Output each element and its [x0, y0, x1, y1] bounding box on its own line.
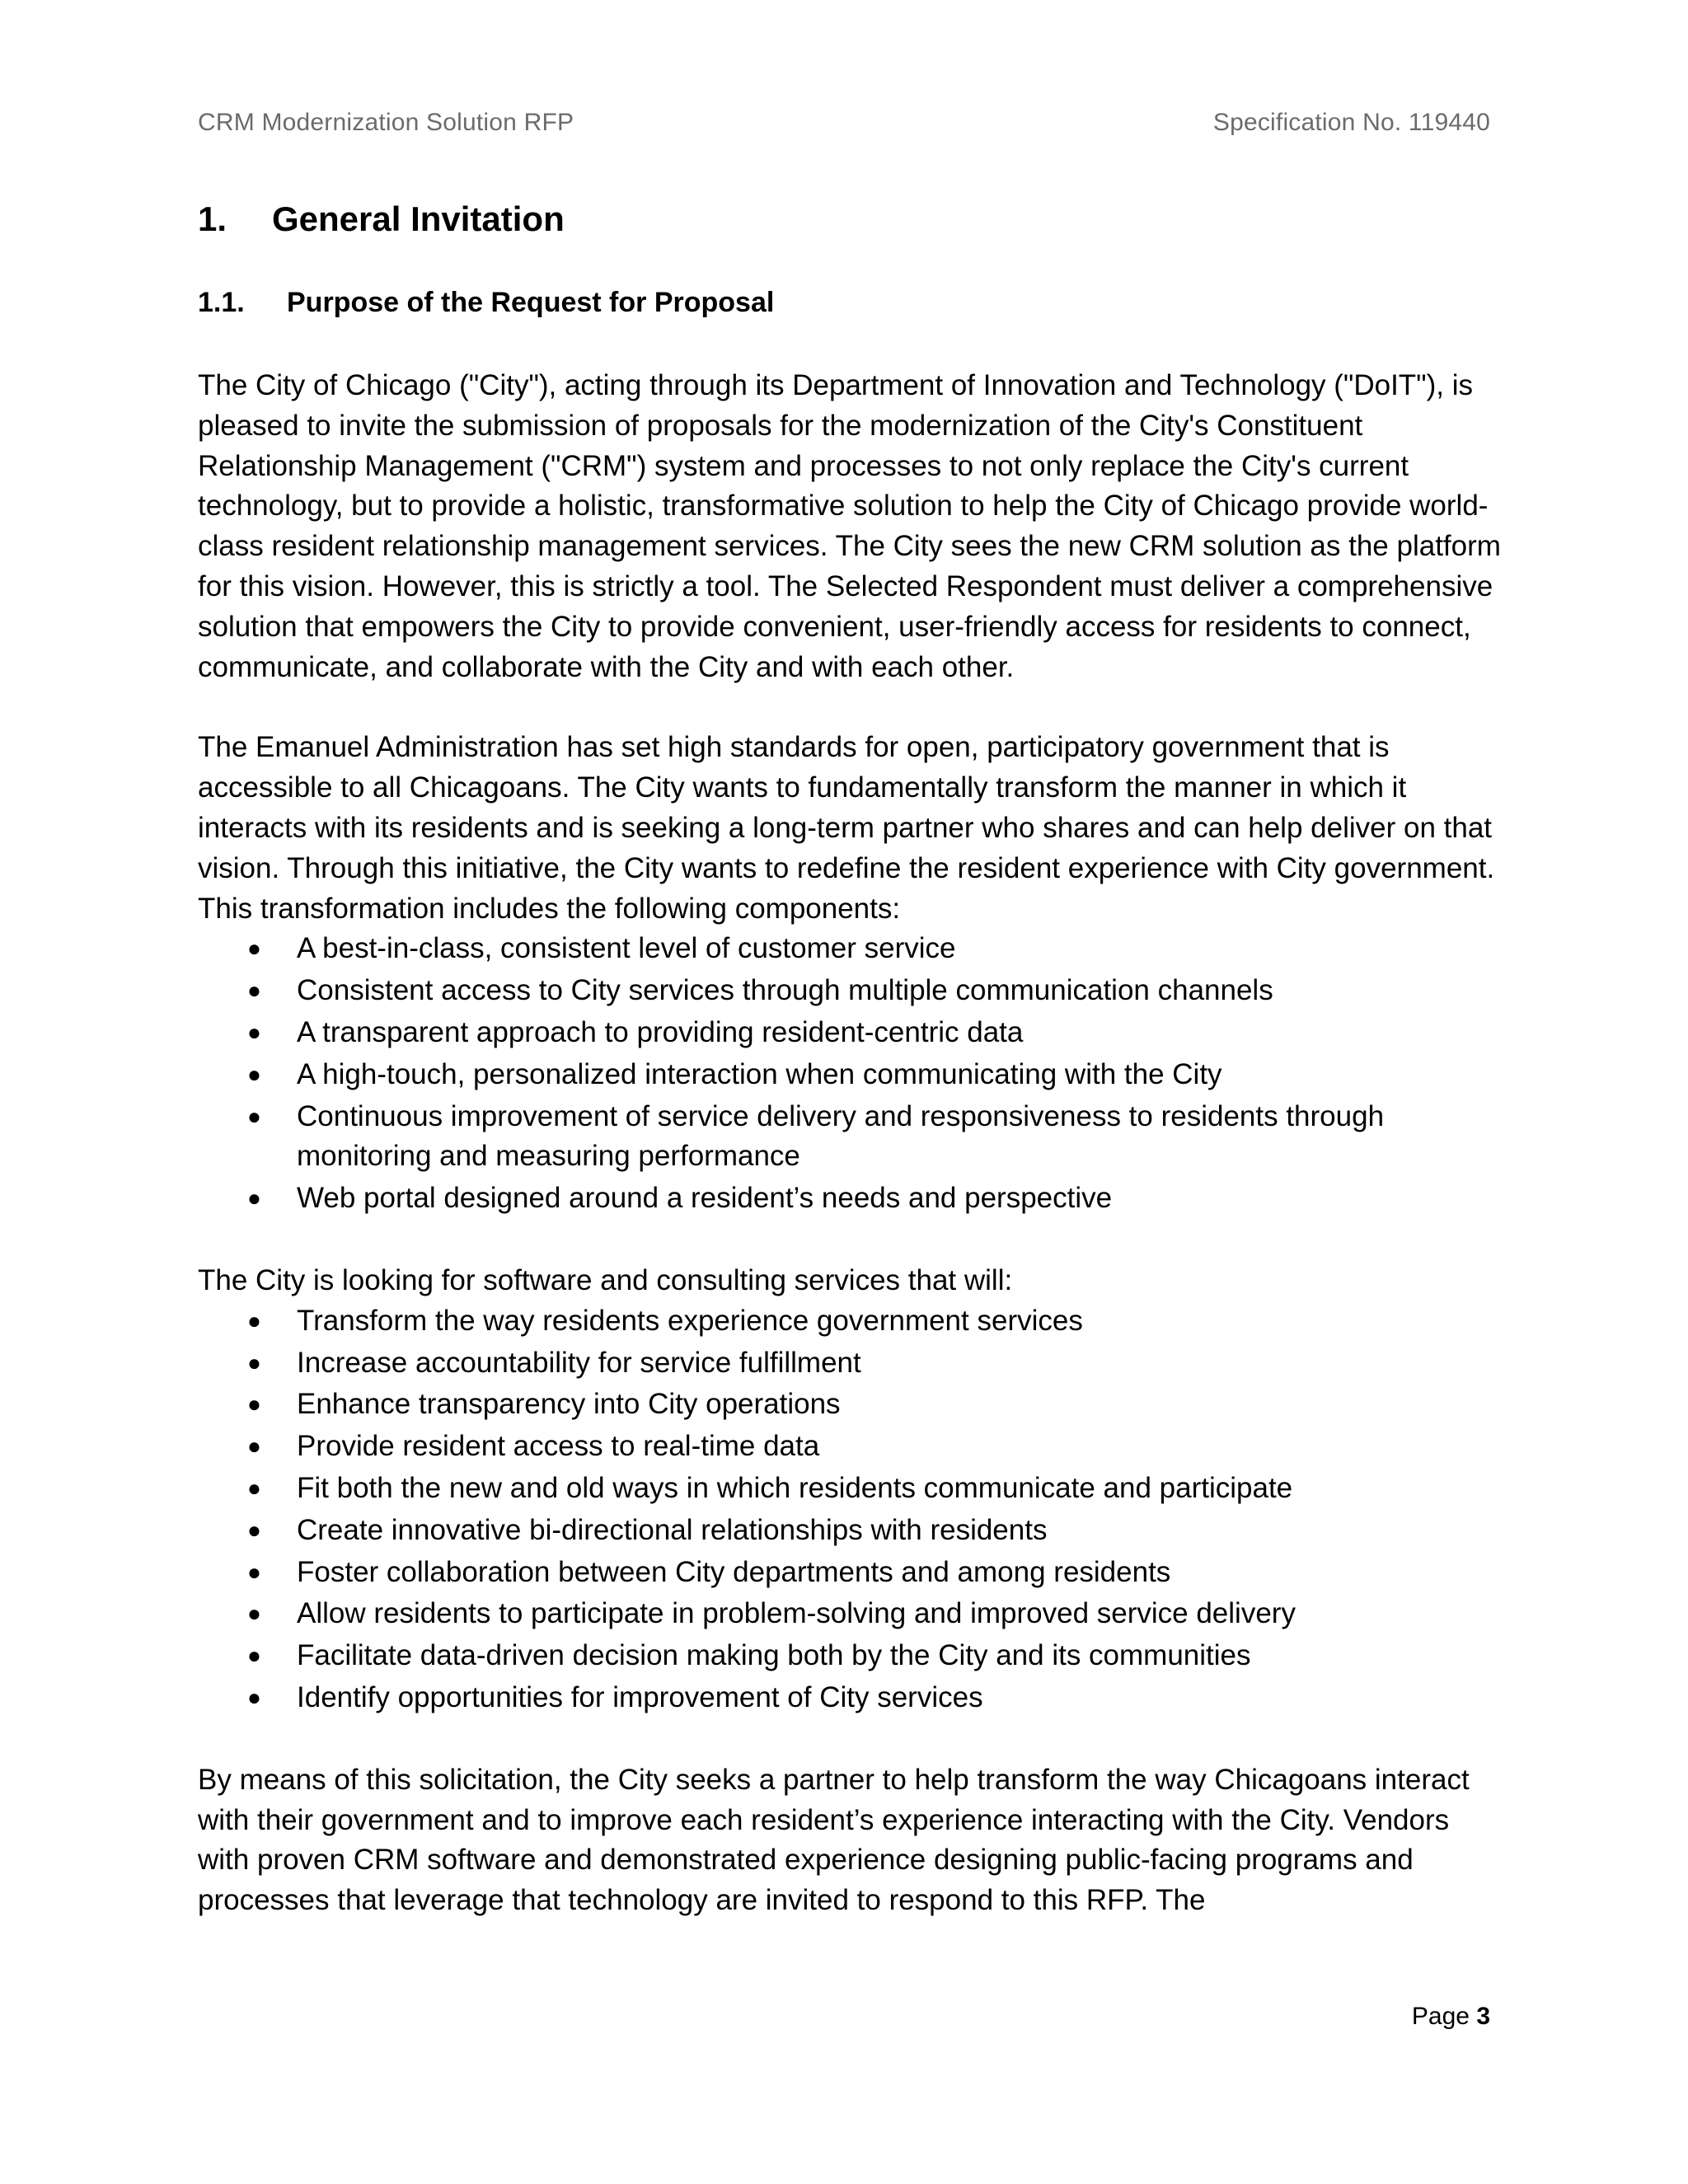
bullet-icon: ●: [247, 1185, 261, 1212]
list-item-text: Continuous improvement of service delivery and responsiveness to residents through monitoring and measuring performance: [297, 1099, 1385, 1173]
paragraph-administration: The Emanuel Administration has set high standards for open, participatory government that is accessible to all Chicagoans. The City wants to fundamentally transform the manner in which it interacts with its residents and is seeking a long-term partner who shares and can help deliver on that vision. Through this initiative, the City wants to redefine the resident experience with City government. This transformation includes the following components:: [198, 731, 1495, 925]
paragraph-services-intro: The City is looking for software and consulting services that will:: [198, 1263, 1013, 1296]
list-item: [198, 1385, 1508, 1425]
list-item-text: Allow residents to participate in problem-solving and improved service delivery: [297, 1597, 1296, 1630]
list-item: [198, 929, 1508, 969]
list-item: [198, 1511, 1508, 1551]
list-item: [198, 1636, 1508, 1676]
bullet-icon: ●: [247, 1307, 261, 1333]
list-item: [198, 971, 1508, 1011]
subsection-heading: [198, 287, 774, 319]
header-document-title: CRM Modernization Solution RFP: [198, 109, 574, 136]
subsection-number: 1.1.: [198, 287, 245, 318]
list-item: [198, 1553, 1508, 1593]
list-item: [198, 1427, 1508, 1467]
section-number: 1.: [198, 199, 227, 238]
header-specification-number: Specification No. 119440: [1212, 109, 1490, 136]
list-item: [198, 1097, 1508, 1178]
services-bullet-list: [198, 1301, 1508, 1718]
paragraph-solicitation: By means of this solicitation, the City seeks a partner to help transform the way Chicagoans interact with their government and to improve each resident’s experience interacting with the City. Vendors with proven CRM software and demonstrated experience designing public-facing programs and processes that leverage that technology are invited to respond to this RFP. The: [198, 1763, 1470, 1917]
list-item-text: Transform the way residents experience government services: [297, 1304, 1083, 1337]
list-item-text: A best-in-class, consistent level of customer service: [297, 932, 956, 965]
list-item-text: Provide resident access to real-time data: [297, 1430, 820, 1463]
list-item-text: A transparent approach to providing resident-centric data: [297, 1015, 1024, 1048]
list-item: [198, 1678, 1508, 1718]
subsection-title: Purpose of the Request for Proposal: [287, 287, 775, 318]
list-item-text: Foster collaboration between City departments and among residents: [297, 1555, 1171, 1588]
list-item-text: Consistent access to City services through multiple communication channels: [297, 974, 1273, 1007]
bullet-icon: ●: [247, 1349, 261, 1376]
bullet-icon: ●: [247, 935, 261, 962]
bullet-icon: ●: [247, 1474, 261, 1501]
bullet-icon: ●: [247, 1019, 261, 1045]
list-item-text: A high-touch, personalized interaction when communicating with the City: [297, 1057, 1222, 1090]
list-item: [198, 1055, 1508, 1095]
bullet-icon: ●: [247, 1103, 261, 1129]
list-item-text: Identify opportunities for improvement of City services: [297, 1680, 983, 1713]
list-item: [198, 1594, 1508, 1634]
list-item: [198, 1301, 1508, 1342]
section-heading: [198, 199, 565, 239]
list-item-text: Increase accountability for service fulfillment: [297, 1346, 861, 1379]
section-title: General Invitation: [272, 199, 565, 238]
page-number: 3: [1476, 2003, 1490, 2030]
bullet-icon: ●: [247, 1516, 261, 1543]
body-text: [198, 366, 1508, 1921]
list-item-text: Create innovative bi-directional relationships with residents: [297, 1513, 1048, 1546]
bullet-icon: ●: [247, 1433, 261, 1460]
list-item-text: Web portal designed around a resident’s needs and perspective: [297, 1182, 1113, 1215]
page-number-footer: [1412, 2003, 1490, 2031]
bullet-icon: ●: [247, 1601, 261, 1627]
list-item: [198, 1013, 1508, 1053]
bullet-icon: ●: [247, 1643, 261, 1669]
paragraph-purpose: The City of Chicago ("City"), acting through its Department of Innovation and Technology ("DoIT"), is pleased to invite the submission of proposals for the modernization of the City's Constituent Relationship Management ("CRM") system and processes to not only replace the City's current technology, but to provide a holistic, transformative solution to help the City of Chicago provide world-class resident relationship management services. The City sees the new CRM solution as the platform for this vision. However, this is strictly a tool. The Selected Respondent must deliver a comprehensive solution that empowers the City to provide convenient, user-friendly access for residents to connect, communicate, and collaborate with the City and with each other.: [198, 369, 1501, 683]
list-item: [198, 1179, 1508, 1219]
components-bullet-list: [198, 929, 1508, 1219]
list-item-text: Facilitate data-driven decision making both by the City and its communities: [297, 1639, 1251, 1672]
list-item-text: Fit both the new and old ways in which residents communicate and participate: [297, 1471, 1293, 1504]
bullet-icon: ●: [247, 977, 261, 1004]
list-item: [198, 1343, 1508, 1384]
page-label: Page: [1411, 2003, 1470, 2030]
bullet-icon: ●: [247, 1061, 261, 1087]
list-item-text: Enhance transparency into City operations: [297, 1388, 841, 1421]
bullet-icon: ●: [247, 1558, 261, 1585]
bullet-icon: ●: [247, 1684, 261, 1710]
list-item: [198, 1469, 1508, 1509]
bullet-icon: ●: [247, 1391, 261, 1418]
